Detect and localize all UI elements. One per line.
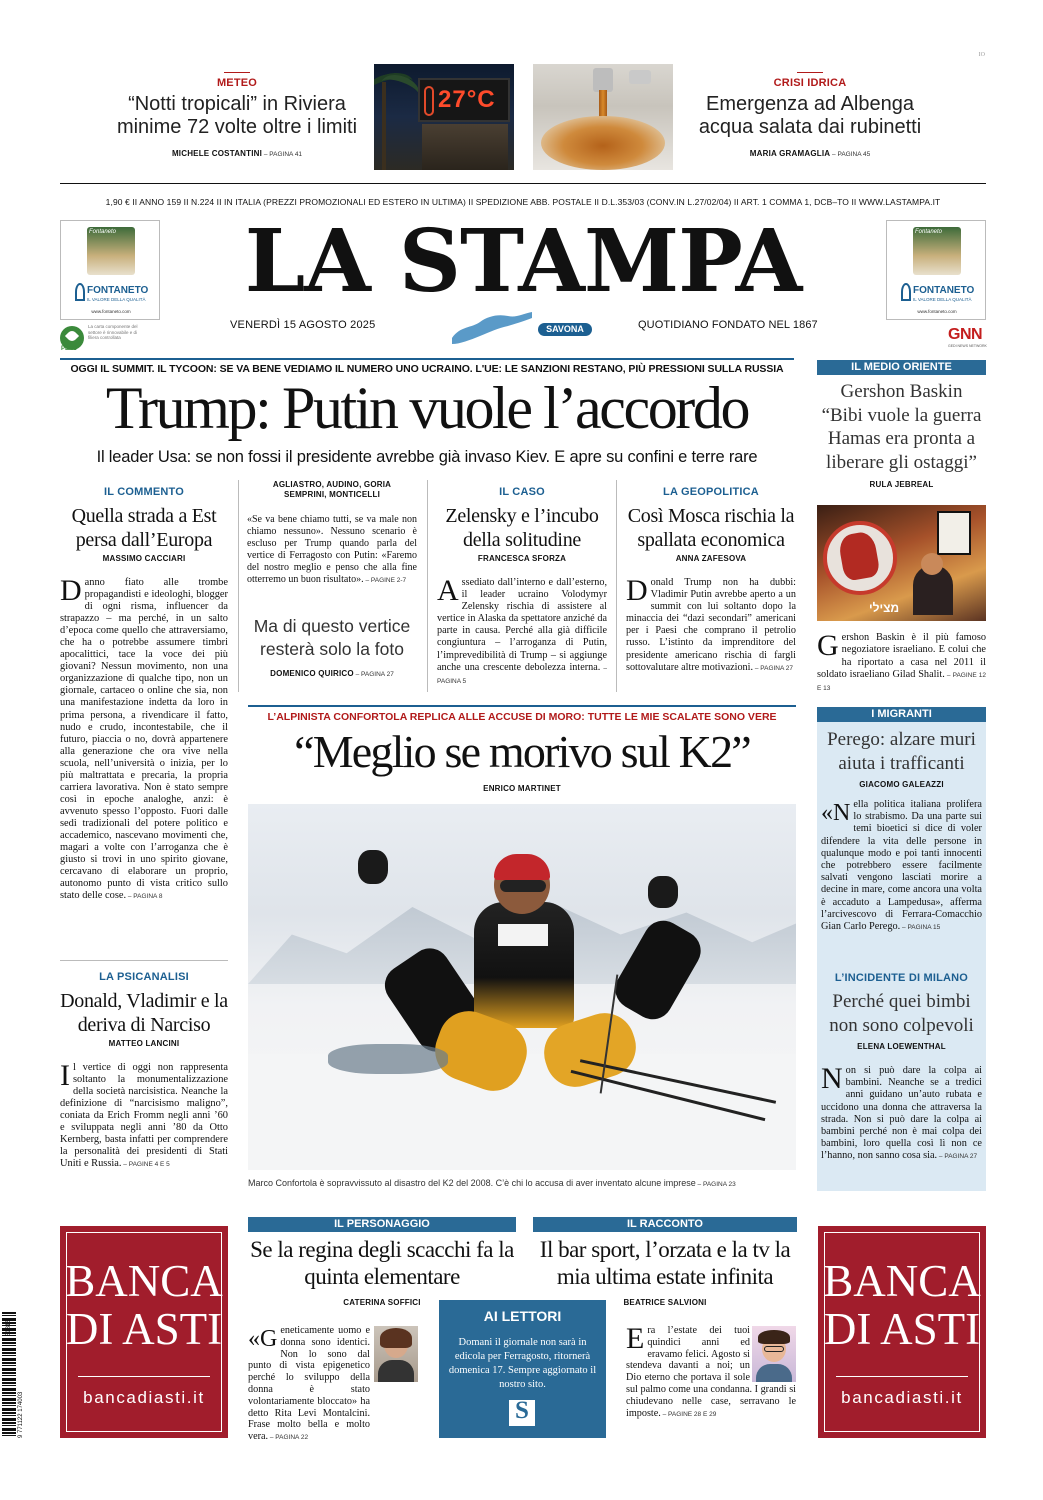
article-page: – PAGINA 27 bbox=[753, 664, 794, 672]
founded-line: QUOTIDIANO FONDATO NEL 1867 bbox=[638, 319, 818, 331]
article-page: – PAGINA 15 bbox=[900, 924, 941, 932]
teaser-kicker: METEO bbox=[216, 77, 258, 89]
ad-banca-asti-right[interactable] bbox=[818, 1226, 986, 1438]
article-body: ella politica italiana prolifera lo strabismo. Da una parte sui temi bioetici si dice di voler difendere la vita delle persone in qualunque modo e poi tanti innocenti che potrebbero essere facilmente salvati vengono lasciati morire a decine in mare, come ancora una volta è accaduto a Lampedusa», afferma l’arcivescovo di Ferrara-Comacchio Gian Carlo Perego. bbox=[821, 799, 982, 933]
dropcap: D bbox=[60, 574, 82, 607]
ad-pack-label: Fontaneto bbox=[89, 229, 117, 235]
col-divider bbox=[427, 480, 428, 692]
masthead-title[interactable]: LA STAMPA bbox=[244, 211, 802, 312]
info-line: 1,90 € II ANNO 159 II N.224 II IN ITALIA (PREZZI PROMOZIONALI ED ESTERO IN ULTIMA) II SPEDIZIONE ABB. POSTALE II D.L.353/03 (CONV.IN L.27/02/04) II ART. 1 COMMA 1, DCB–TO II WWW.LASTAMPA.IT bbox=[105, 197, 941, 207]
masthead-date: VENERDÌ 15 AGOSTO 2025 bbox=[230, 319, 376, 331]
section-label-medio-oriente: IL MEDIO ORIENTE bbox=[817, 360, 986, 375]
k2-rule bbox=[248, 705, 796, 707]
article-body-medio-oriente bbox=[817, 629, 986, 695]
corner-mark: IO bbox=[978, 52, 985, 58]
article-author: BEATRICE SALVIONI bbox=[623, 1298, 707, 1307]
article-body: ra l’estate dei tuoi quindici anni ed eravamo felici. Agosto si stendeva davanti a noi; un Dio eterno che portava il sole sul palmo come una condanna. I grandi si chiudevano nelle case, serravano le imposte. bbox=[626, 1325, 796, 1419]
article-milano[interactable] bbox=[819, 972, 984, 1164]
teaser-author: MICHELE COSTANTINI bbox=[171, 149, 263, 158]
ad-brand: FONTANETO bbox=[913, 285, 975, 296]
box-ai-lettori[interactable] bbox=[439, 1300, 606, 1438]
teaser-author: MARIA GRAMAGLIA bbox=[749, 149, 831, 158]
ad-tagline: IL VALORE DELLA QUALITÀ bbox=[913, 297, 972, 302]
article-kicker: LA GEOPOLITICA bbox=[663, 486, 759, 498]
col-divider bbox=[238, 480, 239, 692]
article-body-racconto bbox=[626, 1322, 796, 1420]
k2-caption bbox=[248, 1178, 796, 1188]
article-authors: AGLIASTRO, AUDINO, GORIA SEMPRINI, MONTICELLI bbox=[272, 480, 392, 499]
article-kicker: IL CASO bbox=[499, 486, 545, 498]
barcode-digits: 9 771122 174003 bbox=[18, 1391, 24, 1438]
photo-protest bbox=[817, 505, 986, 621]
article-headline: Gershon Baskin “Bibi vuole la guerra Hamas era pronta a liberare gli ostaggi” bbox=[821, 381, 982, 473]
article-body: onald Trump non ha dubbi: Vladimir Putin avrebbe aperto a un summit con lui soltanto dopo la minaccia dei “dazi secondari” americani per i Paesi che comprano il petrolio russo. L’istinto da imprenditore del presidente americano rischia di fargli sottovalutare altre motivazioni. bbox=[626, 577, 796, 673]
section-label-migranti: I MIGRANTI bbox=[817, 707, 986, 722]
article-migranti[interactable] bbox=[819, 728, 984, 934]
lead-overline: OGGI IL SUMMIT. IL TYCOON: SE VA BENE VEDIAMO IL NUMERO UNO UCRAINO. L'UE: LE SANZIONI RESTANO, PIÙ PRESSIONI SULLA RUSSIA bbox=[70, 363, 784, 375]
liguria-map-icon bbox=[450, 308, 534, 346]
gnn-logo bbox=[948, 326, 982, 344]
col-divider bbox=[616, 480, 617, 692]
article-body: eneticamente uomo e donna sono identici. Non lo sono dal punto di vista epigenetico perché lo sviluppo della donna è stato volontariamente bloccato» ha detto Rita Levi Montalcini. Frase molto bella e molto vera. bbox=[248, 1325, 370, 1443]
caption-page: – PAGINA 23 bbox=[695, 1181, 736, 1188]
teaser-crisi-idrica[interactable] bbox=[682, 72, 938, 161]
ad-url: www.fontaneto.com bbox=[91, 309, 131, 314]
article-commento[interactable] bbox=[60, 486, 228, 903]
barcode-top: 50815 bbox=[6, 1319, 12, 1336]
article-author: RULA JEBREAL bbox=[869, 480, 934, 489]
section-label-racconto: IL RACCONTO bbox=[533, 1217, 797, 1232]
article-headline: Zelensky e l’incubo della solitudine bbox=[445, 505, 599, 551]
thermometer-readout: 27°C bbox=[438, 86, 496, 113]
teaser-headline: Emergenza ad Albenga acqua salata dai rubinetti bbox=[698, 93, 922, 138]
ad-brand: FONTANETO bbox=[87, 285, 149, 296]
article-page: – PAGINE 2-7 bbox=[363, 577, 407, 584]
k2-author: ENRICO MARTINET bbox=[483, 784, 561, 793]
side-page: – PAGINA 27 bbox=[353, 671, 394, 678]
article-headline: Così Mosca rischia la spallata economica bbox=[627, 505, 795, 551]
dropcap: N bbox=[821, 1062, 843, 1095]
article-headline: Quella strada a Est persa dall’Europa bbox=[71, 505, 217, 551]
article-page: – PAGINA 5 bbox=[437, 664, 607, 685]
box-body: Domani il giornale non sarà in edicola per Ferragosto, ritornerà domenica 17. Sempre aggiornato il nostro sito. bbox=[448, 1337, 597, 1390]
teaser-page: – PAGINA 41 bbox=[262, 151, 303, 158]
gnn-label: GNN bbox=[948, 326, 983, 343]
article-body: l vertice di oggi non rappresenta soltanto la monumentalizzazione della società narcisistica. Neanche la definizione di “narcisismo maligno”, coniata da Erich Fromm negli anni ’60 e sviluppata negli anni ’80 da Otto Kernberg, basta infatti per comprendere la personalità dei presidenti di Stati Uniti e Russia. bbox=[60, 1062, 228, 1170]
lead-subhead: Il leader Usa: se non fossi il presidente avrebbe già invaso Kiev. E apre su confini e terre rare bbox=[96, 448, 758, 466]
article-author: CATERINA SOFFICI bbox=[343, 1298, 421, 1307]
fontaneto-f-icon bbox=[901, 283, 911, 301]
ad-bank-line2: DI ASTI bbox=[823, 1304, 981, 1354]
photo-mountaineer bbox=[248, 804, 796, 1170]
ad-bank-line1: BANCA bbox=[823, 1256, 981, 1306]
article-page: – PAGINE 12 E 13 bbox=[817, 671, 986, 693]
article-caso[interactable] bbox=[437, 486, 607, 688]
article-kicker: L’INCIDENTE DI MILANO bbox=[834, 972, 969, 984]
article-author: MATTEO LANCINI bbox=[108, 1039, 180, 1048]
photo-sign-text: מצילי bbox=[869, 601, 900, 615]
photo-tap-water bbox=[533, 64, 673, 170]
gnn-sub: GEDI NEWS NETWORK bbox=[948, 344, 987, 348]
article-page: – PAGINA 22 bbox=[268, 1434, 309, 1442]
side-headline: Ma di questo vertice resterà solo la foto bbox=[253, 616, 411, 659]
fontaneto-f-icon bbox=[75, 283, 85, 301]
article-kicker: IL COMMENTO bbox=[103, 486, 185, 498]
article-headline: Il bar sport, l’orzata e la tv la mia ultima estate infinita bbox=[539, 1237, 791, 1289]
edition-badge: SAVONA bbox=[538, 323, 592, 336]
ad-bank-url: bancadiasti.it bbox=[83, 1388, 205, 1407]
article-medio-oriente[interactable] bbox=[817, 380, 986, 489]
article-kicker: LA PSICANALISI bbox=[99, 971, 189, 983]
article-headline: Donald, Vladimir e la deriva di Narciso bbox=[60, 990, 228, 1036]
dropcap: E bbox=[626, 1322, 645, 1355]
article-body: ssediato dall’interno e dall’esterno, il leader ucraino Volodymyr Zelensky rischia di assistere al vertice in Alaska da spettatore anziché da parte in causa. Perché alla già difficile congiuntura – l’arroganza di Putin, l’imprevedibilità di Trump – si aggiunge anche una crescente debolezza interna. bbox=[437, 577, 607, 673]
article-summit[interactable] bbox=[247, 480, 417, 681]
ad-tagline: IL VALORE DELLA QUALITÀ bbox=[87, 297, 146, 302]
article-page: – PAGINE 28 E 29 bbox=[660, 1410, 717, 1418]
article-headline: Se la regina degli scacchi fa la quinta elementare bbox=[250, 1237, 514, 1289]
article-headline: Perego: alzare muri aiuta i trafficanti bbox=[827, 729, 976, 774]
article-psicanalisi[interactable] bbox=[60, 971, 228, 1171]
photo-caterina-soffici bbox=[374, 1326, 418, 1382]
article-author: MASSIMO CACCIARI bbox=[102, 554, 186, 563]
ad-url: www.fontaneto.com bbox=[917, 309, 957, 314]
article-headline: Perché quei bimbi non sono colpevoli bbox=[829, 991, 974, 1036]
teaser-headline: “Notti tropicali” in Riviera minime 72 volte oltre i limiti bbox=[116, 93, 358, 138]
k2-headline[interactable]: “Meglio se morivo sul K2” bbox=[294, 726, 750, 777]
article-body: on si può dare la colpa ai bambini. Neanche se a tredici anni guidano un’auto rubata e uccidono una donna che attraversa la strada. Non si può dare la colpa ai bambini perché non è mai colpa dei bambini, loro quella così lì non ce l’hanno, non sanno cosa sia. bbox=[821, 1065, 982, 1162]
ad-pack-label: Fontaneto bbox=[915, 229, 943, 235]
dropcap: A bbox=[437, 574, 459, 607]
teaser-page: – PAGINA 45 bbox=[830, 151, 871, 158]
article-body: «Se va bene chiamo tutti, se va male non chiamo nessuno». Nessuno scenario è escluso per Trump quando parla del vertice di Ferragosto con Putin: «Faremo del nostro meglio e penso che alla fine otterremo un buon risultato». bbox=[247, 514, 417, 585]
ad-fontaneto-right[interactable] bbox=[886, 220, 986, 320]
article-author: ELENA LOEWENTHAL bbox=[857, 1042, 946, 1051]
dropcap: G bbox=[817, 629, 839, 662]
article-body-personaggio bbox=[248, 1325, 370, 1444]
article-author: GIACOMO GALEAZZI bbox=[859, 780, 944, 789]
lead-headline[interactable]: Trump: Putin vuole l’accordo bbox=[105, 375, 749, 441]
teaser-meteo[interactable] bbox=[112, 72, 362, 161]
logo-letter: S bbox=[515, 1397, 529, 1424]
pefc-label: PEFC bbox=[61, 346, 78, 352]
dropcap: D bbox=[626, 574, 648, 607]
article-body: anno fiato alle trombe propagandisti e ideologhi, blogger di ogni risma, influencer da strapazzo – ma perché, in un salto d’epoca come quello che attraversiamo, che ha o potrebbe assumere timbri apocalittici, tace la voce dei più giovani? Nessun movimento, non una organizzazione di qualche tipo, non un giornale, cartaceo o online che sia, non una manifestazione indetta da loro in prima persona, a rivendicare il fatto, nudo e crudo, incontestabile, che il futuro, piaccia o no, dovrà appartenere alla generazione che ora vive nella scuola, nell’università o inizia, per lo più maltrattata e precaria, la propria carriera lavorativa. Non è stato sempre così in epoche analoghe, anzi: è avvenuto spesso l’opposto. Fuori dalle sedi tradizionali del potere politico e accademico, nascevano movimenti che, magari a volte con l’arroganza che è giusto si trovi in uno spirito giovane, cercavano di elaborare un proprio, autonomo punto di vista critico sullo stato delle cose. bbox=[60, 577, 228, 902]
dropcap: I bbox=[60, 1059, 70, 1092]
col-rule bbox=[60, 960, 228, 961]
article-page: – PAGINE 4 E 5 bbox=[121, 1161, 170, 1169]
section-label-personaggio: IL PERSONAGGIO bbox=[248, 1217, 516, 1232]
article-racconto[interactable] bbox=[529, 1236, 801, 1307]
top-rule bbox=[60, 183, 986, 184]
pefc-note: La carta componente del settore è rinnovabile e di filiera controllata bbox=[88, 324, 138, 340]
ad-banca-asti-left[interactable] bbox=[60, 1226, 228, 1438]
ad-fontaneto-left[interactable] bbox=[60, 220, 160, 320]
article-geopolitica[interactable] bbox=[626, 486, 796, 675]
box-label: AI LETTORI bbox=[483, 1308, 562, 1324]
ad-bank-line2: DI ASTI bbox=[65, 1304, 223, 1354]
ad-bank-url: bancadiasti.it bbox=[841, 1388, 963, 1407]
article-author: FRANCESCA SFORZA bbox=[477, 554, 567, 563]
k2-overline: L’ALPINISTA CONFORTOLA REPLICA ALLE ACCUSE DI MORO: TUTTE LE MIE SCALATE SONO VERE bbox=[267, 711, 777, 723]
dropcap: «G bbox=[248, 1326, 278, 1352]
caption-text: Marco Confortola è sopravvissuto al disastro del K2 del 2008. C’è chi lo accusa di aver inventato alcune imprese bbox=[248, 1178, 696, 1188]
ad-bank-line1: BANCA bbox=[65, 1256, 223, 1306]
dropcap: «N bbox=[821, 800, 851, 826]
side-author: DOMENICO QUIRICO bbox=[270, 669, 354, 678]
article-personaggio[interactable] bbox=[248, 1236, 516, 1307]
article-author: ANNA ZAFESOVA bbox=[675, 554, 747, 563]
article-page: – PAGINA 8 bbox=[126, 893, 163, 901]
photo-thermometer bbox=[374, 64, 514, 170]
stampa-s-icon bbox=[509, 1397, 535, 1426]
teaser-kicker: CRISI IDRICA bbox=[773, 77, 847, 89]
article-body: ershon Baskin è il più famoso negoziatore israeliano. E colui che ha riportato a casa nel 2011 il soldato israeliano Gilad Shalit. bbox=[817, 632, 986, 680]
article-page: – PAGINA 27 bbox=[937, 1153, 978, 1161]
lead-rule bbox=[60, 358, 794, 360]
